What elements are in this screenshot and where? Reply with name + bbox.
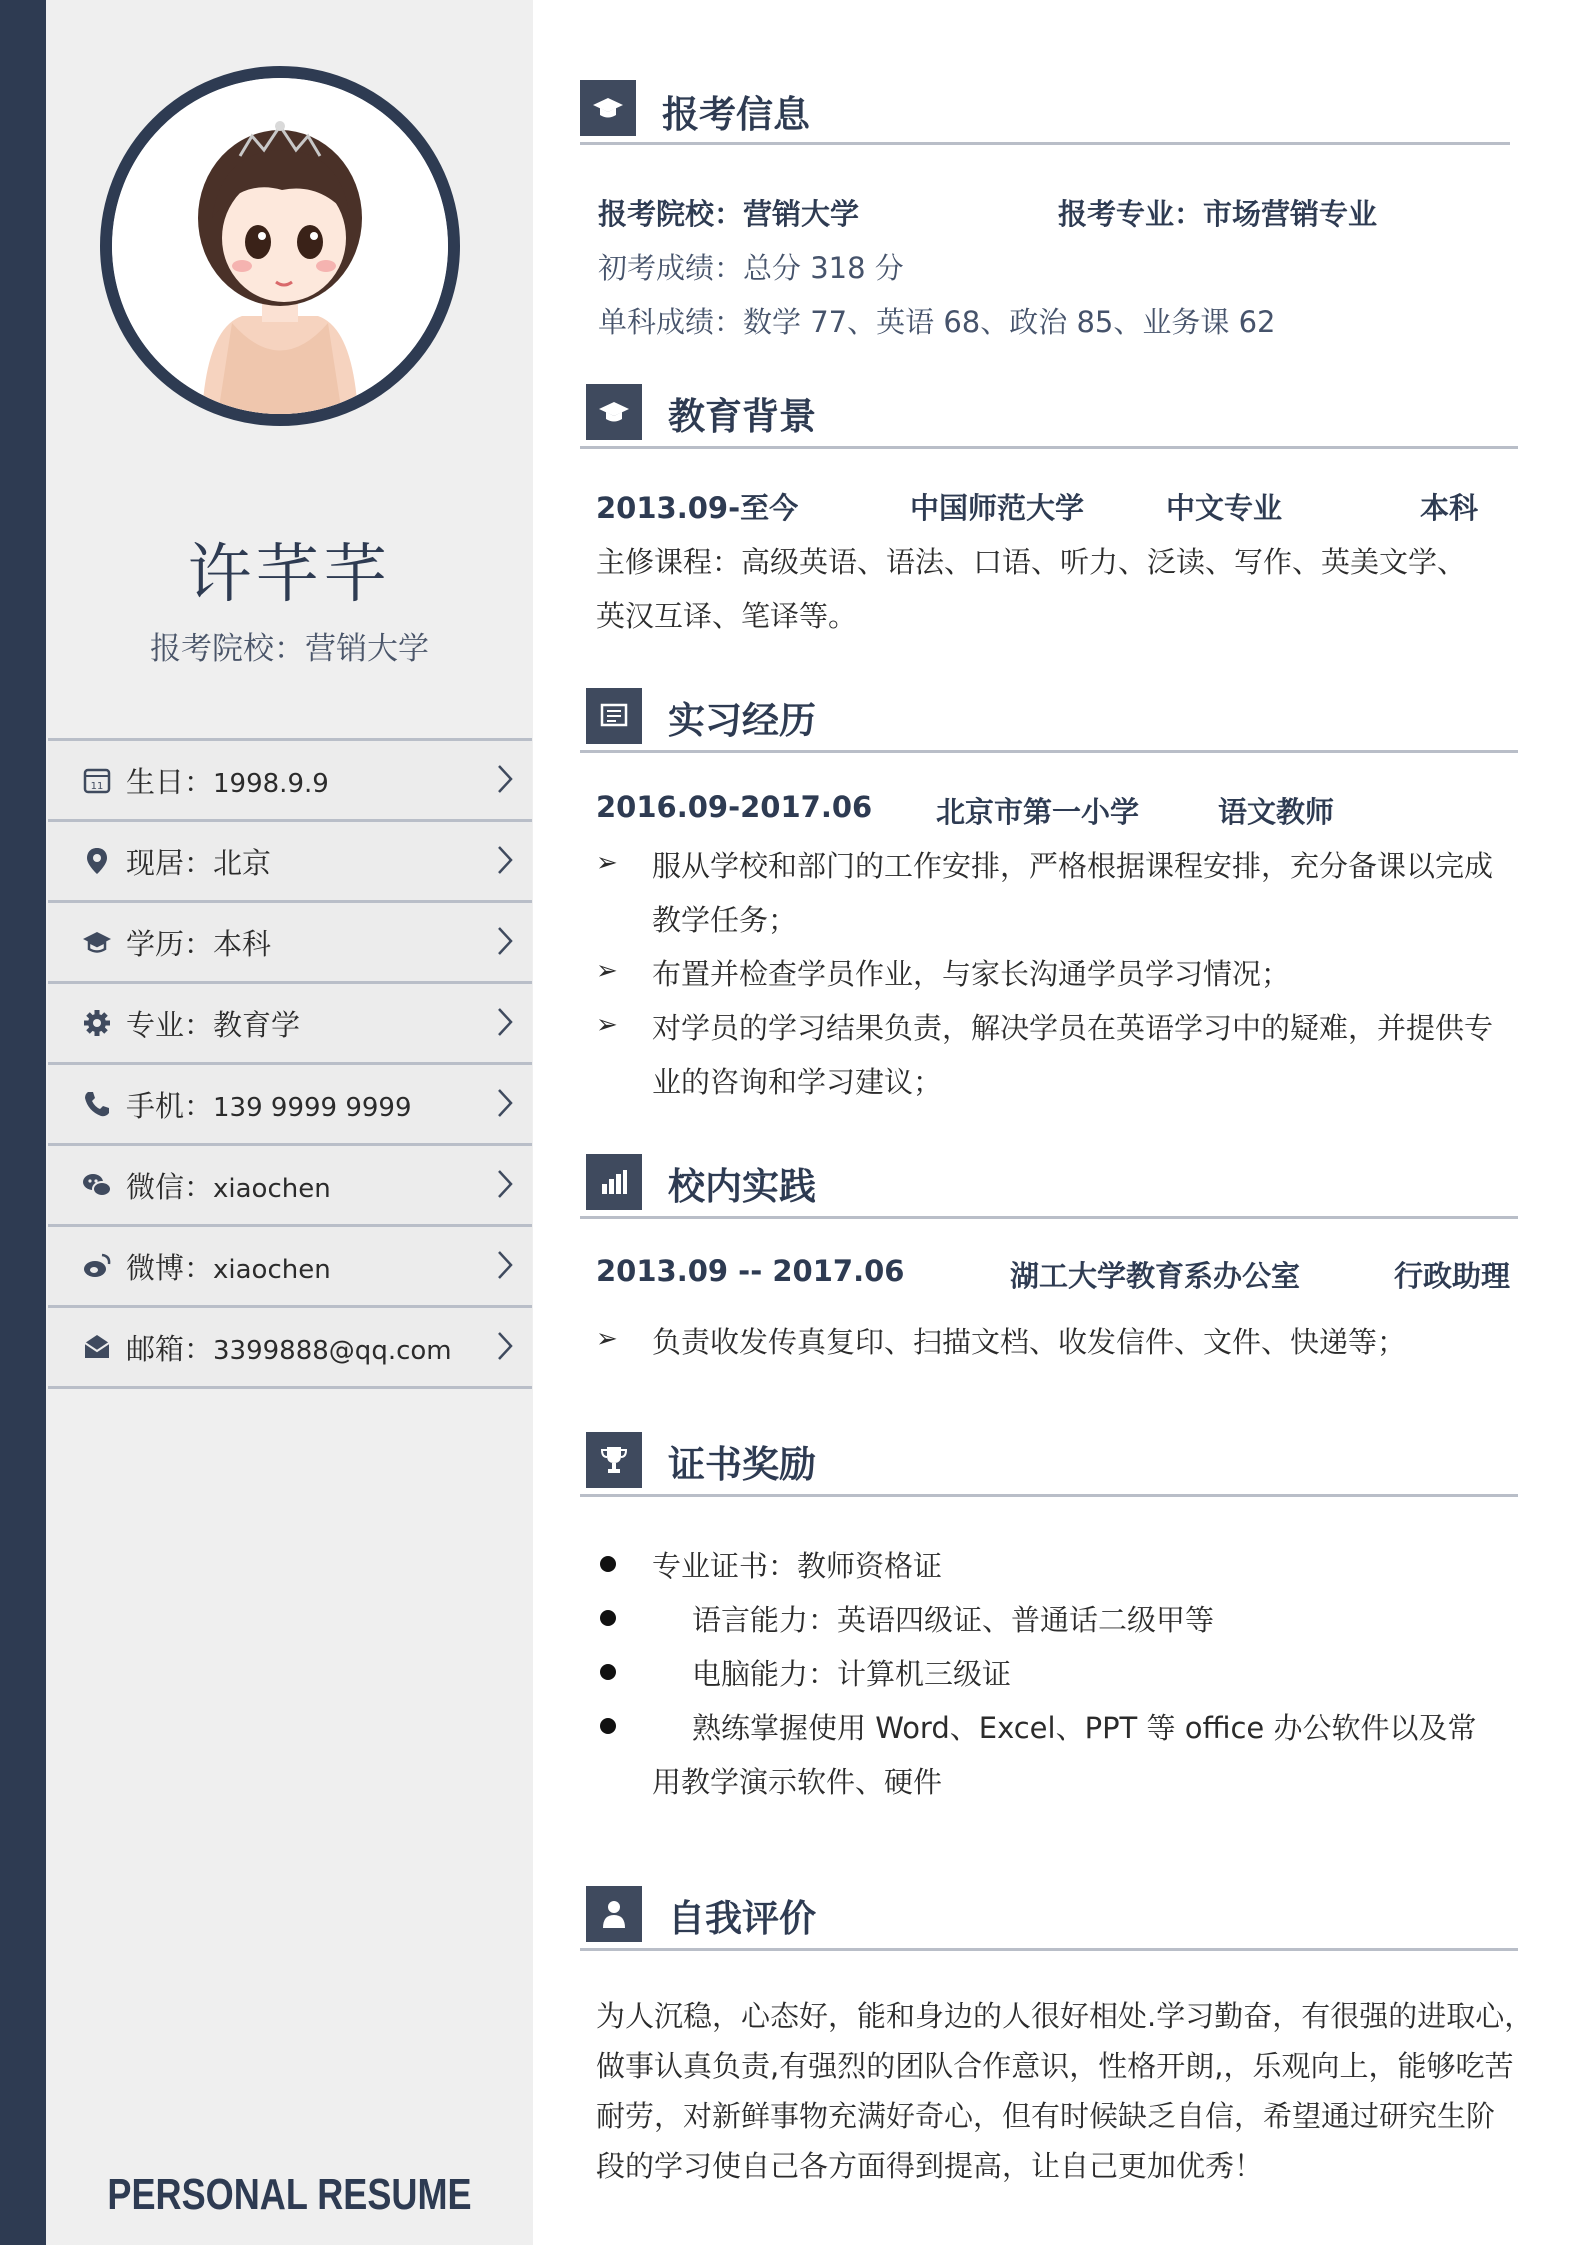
arrow-bullet-icon: ➢ (596, 956, 618, 986)
info-label: 微博： (126, 1250, 214, 1285)
section-self-header (580, 1886, 1518, 1951)
chevron-right-icon (496, 844, 514, 876)
avatar-illustration (112, 78, 448, 414)
chevron-right-icon (496, 1249, 514, 1281)
bullet-dot-icon (600, 1664, 616, 1680)
internship-org: 北京市第一小学 (936, 795, 1140, 829)
award-item: 电脑能力：计算机三级证 (692, 1657, 1012, 1691)
graduation-cap-icon (586, 384, 642, 440)
self-eval-line: 段的学习使自己各方面得到提高，让自己更加优秀！ (596, 2149, 1264, 2183)
exam-subject-scores: 单科成绩：数学 77、英语 68、政治 85、业务课 62 (598, 305, 1276, 339)
target-school: 报考院校：营销大学 (150, 631, 429, 667)
internship-item-line: 服从学校和部门的工作安排，严格根据课程安排，充分备课以完成 (652, 849, 1494, 883)
internship-role: 语文教师 (1218, 795, 1335, 829)
campus-item: 负责收发传真复印、扫描文档、收发信件、文件、快递等； (652, 1325, 1407, 1359)
info-row-email[interactable] (48, 1305, 532, 1389)
campus-role: 行政助理 (1394, 1259, 1511, 1293)
internship-item-line: 业的咨询和学习建议； (652, 1065, 943, 1099)
info-value: 3399888@qq.com (213, 1335, 452, 1366)
arrow-bullet-icon: ➢ (596, 848, 618, 878)
weibo-icon (82, 1251, 112, 1281)
bar-chart-icon (586, 1154, 642, 1210)
section-title: 教育背景 (668, 395, 816, 438)
section-exam-header (580, 80, 1510, 145)
education-degree: 本科 (1420, 491, 1479, 525)
section-title: 证书奖励 (668, 1443, 816, 1486)
chevron-right-icon (496, 1087, 514, 1119)
arrow-bullet-icon: ➢ (596, 1010, 618, 1040)
self-eval-line: 耐劳，对新鲜事物充满好奇心，但有时候缺乏自信，希望通过研究生阶 (596, 2099, 1496, 2133)
self-eval-line: 做事认真负责,有强烈的团队合作意识，性格开朗,，乐观向上，能够吃苦 (596, 2049, 1514, 2083)
info-row-phone[interactable] (48, 1062, 532, 1143)
info-value: 139 9999 9999 (213, 1092, 412, 1123)
info-label: 生日： (126, 764, 214, 799)
award-item: 熟练掌握使用 Word、Excel、PPT 等 office 办公软件以及常 (692, 1711, 1477, 1745)
internship-item-line: 对学员的学习结果负责，解决学员在英语学习中的疑难，并提供专 (652, 1011, 1494, 1045)
personal-info-list (48, 738, 532, 1389)
exam-prelim-score: 初考成绩：总分 318 分 (598, 251, 904, 285)
info-row-major[interactable] (48, 981, 532, 1062)
info-row-location[interactable] (48, 819, 532, 900)
section-title: 实习经历 (668, 699, 816, 742)
internship-period: 2016.09-2017.06 (596, 790, 873, 824)
wechat-icon (82, 1170, 112, 1200)
self-eval-line: 为人沉稳，心态好，能和身边的人很好相处.学习勤奋，有很强的进取心， (596, 1999, 1534, 2033)
chevron-right-icon (496, 1168, 514, 1200)
arrow-bullet-icon: ➢ (596, 1324, 618, 1354)
info-label: 邮箱： (126, 1331, 214, 1366)
info-label: 学历： (126, 926, 214, 961)
internship-item-line: 布置并检查学员作业，与家长沟通学员学习情况； (652, 957, 1291, 991)
info-value: xiaochen (213, 1254, 331, 1285)
phone-icon (82, 1089, 112, 1119)
info-row-education[interactable] (48, 900, 532, 981)
info-label: 手机： (126, 1088, 214, 1123)
chevron-right-icon (496, 925, 514, 957)
internship-item-line: 教学任务； (652, 903, 798, 937)
exam-school: 报考院校：营销大学 (598, 197, 860, 231)
chevron-right-icon (496, 1006, 514, 1038)
certificate-icon (586, 688, 642, 744)
exam-major: 报考专业：市场营销专业 (1058, 197, 1378, 231)
svg-text:11: 11 (90, 781, 104, 792)
location-pin-icon (82, 846, 112, 876)
education-major: 中文专业 (1166, 491, 1283, 525)
info-value: xiaochen (213, 1173, 331, 1204)
info-value: 本科 (213, 926, 272, 961)
bullet-dot-icon (600, 1556, 616, 1572)
info-label: 专业： (126, 1007, 214, 1042)
candidate-name: 许芊芊 (187, 538, 392, 612)
trophy-icon (586, 1432, 642, 1488)
left-dark-strip (0, 0, 46, 2245)
info-label: 现居： (126, 845, 214, 880)
personal-resume-footer: PERSONAL RESUME (107, 2170, 472, 2219)
campus-org: 湖工大学教育系办公室 (1010, 1259, 1301, 1293)
info-value: 教育学 (213, 1007, 301, 1042)
section-internship-header (580, 688, 1518, 753)
calendar-icon (82, 765, 112, 795)
bullet-dot-icon (600, 1610, 616, 1626)
section-awards-header (580, 1432, 1518, 1497)
person-icon (586, 1886, 642, 1942)
info-row-birthday[interactable] (48, 738, 532, 819)
envelope-icon (82, 1332, 112, 1362)
chevron-right-icon (496, 1330, 514, 1362)
bullet-dot-icon (600, 1718, 616, 1734)
gear-icon (82, 1008, 112, 1038)
education-school: 中国师范大学 (910, 491, 1085, 525)
info-value: 北京 (213, 845, 272, 880)
education-courses-line: 英汉互译、笔译等。 (596, 599, 858, 633)
graduation-cap-icon (82, 927, 112, 957)
section-title: 报考信息 (662, 93, 810, 136)
section-title: 校内实践 (668, 1165, 816, 1208)
avatar (100, 66, 460, 426)
campus-period: 2013.09 -- 2017.06 (596, 1254, 905, 1288)
info-row-wechat[interactable] (48, 1143, 532, 1224)
award-item: 用教学演示软件、硬件 (652, 1765, 943, 1799)
section-campus-header (580, 1154, 1518, 1219)
education-courses-line: 主修课程：高级英语、语法、口语、听力、泛读、写作、英美文学、 (596, 545, 1467, 579)
award-item: 语言能力：英语四级证、普通话二级甲等 (692, 1603, 1215, 1637)
info-label: 微信： (126, 1169, 214, 1204)
award-item: 专业证书：教师资格证 (652, 1549, 943, 1583)
info-value: 1998.9.9 (213, 768, 329, 799)
info-row-weibo[interactable] (48, 1224, 532, 1305)
chevron-right-icon (496, 763, 514, 795)
section-title: 自我评价 (668, 1897, 816, 1940)
graduation-cap-icon (580, 80, 636, 136)
education-period: 2013.09-至今 (596, 491, 799, 525)
section-education-header (580, 384, 1518, 449)
